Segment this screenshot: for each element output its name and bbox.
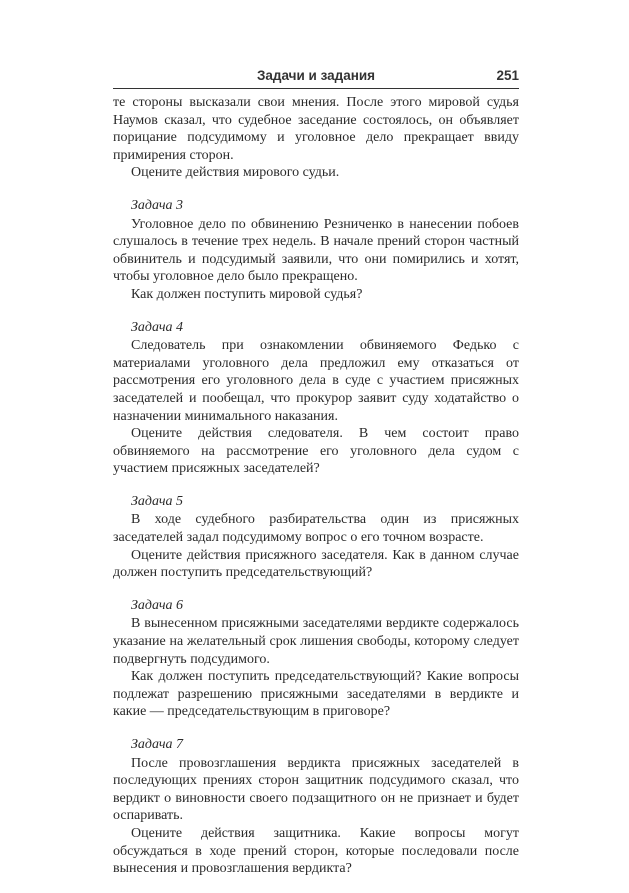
header-rule xyxy=(113,88,519,89)
task-7-text: После провозглашения вердикта присяжных заседателей в последующих прениях сторон защитник подсудимого сказал, что вердикт о виновности своего подзащитного он не признает и будет оспаривать. xyxy=(113,755,519,824)
task-5-question: Оцените действия присяжного заседателя. Как в данном случае должен поступить председательствующий? xyxy=(113,547,519,581)
task-4-heading: Задача 4 xyxy=(131,319,184,335)
task-6-question: Как должен поступить председательствующий? Какие вопросы подлежат разрешению присяжными заседателями в вердикте и какие — председательствующим в приговоре? xyxy=(113,669,519,720)
task-3-question: Как должен поступить мировой судья? xyxy=(131,286,363,302)
task-6-text: В вынесенном присяжными заседателями вердикте содержалось указание на желательный срок лишения свободы, которому следует подвергнуть подсудимого. xyxy=(113,616,519,667)
task-4-text: Следователь при ознакомлении обвиняемого Федько с материалами уголовного дела предложил ему отказаться от рассмотрения его уголовного дела в суде с участием присяжных заседателей и пообещал, что прокурор заявит суду ходатайство о назначении минимального наказания. xyxy=(113,338,519,424)
task-7-heading: Задача 7 xyxy=(131,737,184,752)
task-5-text: В ходе судебного разбирательства один из присяжных заседателей задал подсудимому вопрос о его точном возрасте. xyxy=(113,512,519,546)
body-text xyxy=(113,94,519,878)
task-3-text: Уголовное дело по обвинению Резниченко в нанесении побоев слушалось в течение трех недель. В начале прений сторон частный обвинитель и подсудимый заявили, что они помирились и хотят, чтобы уголовное дело было прекращено. xyxy=(113,216,519,285)
page-number: 251 xyxy=(496,68,519,83)
header-title: Задачи и задания xyxy=(256,68,376,83)
intro-question: Оцените действия мирового судьи. xyxy=(131,165,340,181)
task-3-heading: Задача 3 xyxy=(131,197,184,213)
intro-paragraph: те стороны высказали свои мнения. После этого мировой судья Наумов сказал, что судебное заседание состоялось, он объявляет порицание подсудимому и уголовное дело прекращает ввиду примирения сторон. xyxy=(113,95,519,163)
task-7-question: Оцените действия защитника. Какие вопросы могут обсуждаться в ходе прений сторон, которые последовали после вынесения и провозглашения вердикта? xyxy=(113,825,519,877)
task-5-heading: Задача 5 xyxy=(131,493,184,509)
task-4-question: Оцените действия следователя. В чем состоит право обвиняемого на рассмотрение его уголовного дела судом с участием присяжных заседателей? xyxy=(113,426,519,477)
task-6-heading: Задача 6 xyxy=(131,597,184,613)
running-header xyxy=(113,68,519,88)
